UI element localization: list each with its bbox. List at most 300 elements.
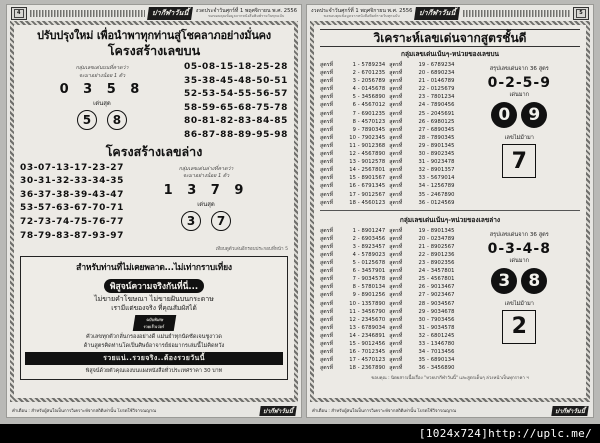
formula-row [389, 364, 454, 372]
right-footer-logo: ปากีฬาวันนี้ [551, 406, 588, 416]
formula-value: - 9034578 [356, 276, 386, 283]
formula-row [320, 243, 385, 251]
formula-value: - 6980125 [425, 118, 455, 125]
ad-footer-price: พิสูจน์ด้วยตัวคุณเองบนแผงหนังสือทั่วประเทศราคา 30 บาท [85, 367, 223, 374]
formula-index: 7 [352, 110, 356, 117]
formula-value: - 7012345 [356, 349, 386, 356]
formula-label: สูตรที่ [320, 159, 334, 166]
left-footer-warning: คำเตือน : สำหรับผู้สนใจเป็นการวิเคราะห์จากสถิติเท่านั้น โปรดใช้วิจารณญาณ [12, 409, 157, 414]
formula-index: 16 [349, 349, 356, 356]
formula-index: 29 [418, 308, 426, 315]
formula-row [389, 150, 454, 158]
formula-value: - 9023478 [425, 159, 455, 166]
upper-structure-block [20, 61, 288, 143]
formula-index: 36 [418, 365, 426, 372]
formula-value: - 6901235 [356, 110, 386, 117]
formula-value: - 4567801 [425, 276, 455, 283]
formula-row [320, 126, 385, 134]
formula-index: 14 [349, 332, 356, 339]
upper-number-row: 05-08-15-18-25-28 [183, 62, 288, 72]
upper-circle-digit: 8 [107, 110, 127, 130]
ad-body-line1: คัวเลขทุกตัวกลั่นกรองอย่างดี แม่นยำทุกนัดชัดเจนชูงาวด [86, 334, 222, 341]
formula-row [320, 158, 385, 166]
formula-index: 8 [352, 284, 356, 291]
upper-formula-section [320, 61, 580, 207]
formula-row [389, 316, 454, 324]
upper-play-label: เด่นสุด [93, 100, 111, 107]
formula-value: - 9012567 [356, 191, 386, 198]
formula-index: 5 [352, 260, 356, 267]
formula-row [389, 275, 454, 283]
formula-index: 35 [418, 357, 426, 364]
formula-row [389, 101, 454, 109]
lower-caption-line2: จะมาอย่างน้อย 1 ตัว [182, 173, 230, 180]
upper-single-caption: เลขไม่ม้ามา [504, 135, 534, 141]
formula-label: สูตรที่ [320, 175, 334, 182]
formula-label: สูตรที่ [389, 62, 403, 68]
formula-value: - 9034678 [425, 308, 455, 315]
ad-strip-slogan: รวยแน่..รวยจริง..ต้องรวยวันนี้ [25, 352, 283, 365]
formula-label: สูตรที่ [320, 70, 334, 77]
formula-row [389, 199, 454, 207]
formula-label: สูตรที่ [320, 284, 334, 291]
formula-label: สูตรที่ [389, 357, 403, 364]
formula-row [389, 142, 454, 150]
watermark-dimensions: [1024x724] [418, 427, 489, 440]
left-folio-number: 4 [14, 9, 24, 18]
formula-index: 27 [418, 126, 426, 133]
formula-index: 24 [418, 102, 426, 109]
formula-index: 6 [352, 102, 356, 109]
formula-row [320, 134, 385, 142]
lower-best-digit: 3 [491, 268, 517, 294]
formula-label: สูตรที่ [320, 78, 334, 85]
formula-index: 6 [352, 268, 356, 275]
formula-label: สูตรที่ [389, 260, 403, 267]
formula-row [320, 61, 385, 69]
formula-value: - 2367890 [356, 365, 386, 372]
formula-row [320, 259, 385, 267]
formula-index: 2 [352, 70, 356, 77]
right-page [306, 4, 594, 418]
formula-value: - 6789234 [425, 62, 455, 68]
formula-label: สูตรที่ [320, 102, 334, 109]
formula-value: - 5789023 [356, 251, 386, 258]
right-page-title: วิเคราะห์เลขเด่นจากสูตรชั้นดี [320, 29, 580, 47]
upper-key-digits: 0 3 5 8 [59, 82, 145, 97]
formula-row [389, 126, 454, 134]
formula-label: สูตรที่ [389, 199, 403, 206]
formula-row [320, 300, 385, 308]
formula-value: - 8923457 [356, 243, 386, 250]
formula-index: 20 [418, 70, 426, 77]
upper-best-caption: เด่นมาก [509, 92, 530, 98]
formula-label: สูตรที่ [320, 308, 334, 315]
formula-value: - 6903456 [356, 235, 386, 242]
formula-label: สูตรที่ [320, 199, 334, 206]
formula-index: 10 [349, 134, 356, 141]
formula-index: 30 [418, 316, 426, 323]
formula-row [320, 316, 385, 324]
left-page-frame [10, 21, 298, 402]
formula-index: 34 [418, 349, 426, 356]
upper-caption-line1: กลุ่มเลขเด่นบนที่คาดว่า [75, 65, 129, 71]
left-footer-logo: ปากีฬาวันนี้ [259, 406, 296, 416]
formula-value: - 9012456 [356, 341, 386, 347]
formula-value: - 5789234 [356, 62, 386, 68]
formula-label: สูตรที่ [389, 235, 403, 242]
formula-index: 22 [418, 86, 426, 93]
formula-row [320, 118, 385, 126]
formula-label: สูตรที่ [389, 159, 403, 166]
lower-best-caption: เด่นมาก [509, 257, 530, 264]
formula-label: สูตรที่ [320, 357, 334, 364]
ad-line1: สำหรับท่านที่ไม่เคยพลาด...ไม่เท่ากราบเที่ยง [76, 263, 232, 274]
formula-index: 26 [418, 284, 426, 291]
formula-index: 21 [418, 243, 426, 250]
formula-value: - 4570123 [356, 357, 386, 364]
lower-best-digit: 8 [521, 268, 547, 294]
formula-index: 18 [349, 199, 356, 206]
formula-index: 21 [418, 78, 426, 85]
formula-label: สูตรที่ [389, 308, 403, 315]
formula-row [320, 283, 385, 291]
formula-value: - 7902345 [356, 134, 386, 141]
formula-label: สูตรที่ [389, 292, 403, 299]
formula-label: สูตรที่ [389, 316, 403, 323]
formula-index: 36 [418, 199, 426, 206]
formula-value: - 2056789 [356, 78, 386, 85]
lower-structure-block [20, 162, 288, 244]
formula-value: - 3456790 [356, 308, 386, 315]
formula-label: สูตรที่ [389, 268, 403, 275]
formula-label: สูตรที่ [320, 243, 334, 250]
formula-label: สูตรที่ [389, 151, 403, 158]
upper-circle-group [20, 110, 184, 130]
right-page-footer [307, 404, 593, 417]
formula-row [320, 340, 385, 348]
formula-index: 1 [352, 62, 356, 68]
left-issue-date: งวดประจำวันศุกร์ที่ 1 พฤศจิกายน พ.ศ. 2556 [195, 8, 297, 14]
left-issue-credit: ขอขอบคุณข้อมูลจากหนังสือพิมพ์รายวันทุกฉบับ [208, 14, 285, 18]
upper-number-list [184, 61, 288, 143]
lower-formula-subtitle: กลุ่มเลขเด่นเน้นๆ-หน่วยของเลขล่าง [399, 215, 501, 224]
formula-label: สูตรที่ [389, 191, 403, 198]
formula-label: สูตรที่ [389, 94, 403, 101]
formula-index: 5 [352, 94, 356, 101]
right-page-frame [310, 21, 590, 402]
right-page-content [314, 25, 586, 398]
formula-row [389, 308, 454, 316]
formula-row [320, 251, 385, 259]
formula-row [320, 85, 385, 93]
formula-label: สูตรที่ [320, 349, 334, 356]
lower-result-panel [459, 227, 580, 373]
formula-value: - 8901567 [356, 175, 386, 182]
watermark-bar [0, 424, 600, 443]
formula-row [389, 340, 454, 348]
formula-index: 34 [418, 183, 426, 190]
formula-index: 25 [418, 110, 426, 117]
formula-row [320, 166, 385, 174]
right-masthead-logo: ปากีฬาวันนี้ [414, 7, 460, 20]
formula-row [320, 199, 385, 207]
formula-label: สูตรที่ [389, 110, 403, 117]
formula-value: - 5780134 [356, 284, 386, 291]
formula-index: 11 [349, 142, 356, 149]
right-divider [320, 210, 580, 211]
formula-value: - 6890345 [425, 126, 455, 133]
ad-brand-logo [132, 315, 175, 331]
formula-label: สูตรที่ [320, 235, 334, 242]
formula-value: - 2567801 [356, 167, 386, 174]
formula-index: 4 [352, 251, 356, 258]
lower-number-row: 72-73-74-75-76-77 [20, 216, 125, 227]
formula-value: - 7890345 [425, 134, 455, 141]
formula-value: - 2345670 [356, 316, 386, 323]
formula-value: - 8902345 [425, 151, 455, 158]
formula-index: 1 [352, 227, 356, 234]
formula-row [389, 356, 454, 364]
upper-result-panel [459, 61, 580, 207]
formula-value: - 2045691 [425, 110, 455, 117]
upper-circle-digit: 5 [77, 110, 97, 130]
formula-index: 20 [418, 235, 426, 242]
left-headline: ปรับปรุงใหม่ เพื่อนำพาทุกท่านสู่โชคลาภอย่างมั่นคง [37, 29, 271, 42]
formula-label: สูตรที่ [389, 167, 403, 174]
formula-label: สูตรที่ [320, 126, 334, 133]
lower-single-caption: เลขไม่ม้ามา [504, 300, 534, 307]
formula-index: 30 [418, 151, 426, 158]
upper-structure-title: โครงสร้างเลขบน [107, 43, 201, 58]
formula-row [320, 69, 385, 77]
formula-value: - 9012368 [356, 142, 386, 149]
formula-value: - 6701235 [356, 70, 386, 77]
right-footer-warning: คำเตือน : สำหรับผู้สนใจเป็นการวิเคราะห์จากสถิติเท่านั้น โปรดใช้วิจารณญาณ [312, 409, 457, 414]
watermark-url: http://uplc.me/ [488, 427, 592, 440]
formula-row [389, 227, 454, 235]
formula-row [320, 308, 385, 316]
formula-index: 23 [418, 260, 426, 267]
formula-value: - 4560123 [356, 199, 386, 206]
lower-single-box: 2 [502, 310, 536, 344]
formula-label: สูตรที่ [320, 332, 334, 339]
formula-label: สูตรที่ [389, 86, 403, 93]
left-issue-line [196, 8, 297, 18]
formula-label: สูตรที่ [320, 118, 334, 125]
formula-value: - 9012578 [356, 159, 386, 166]
formula-row [320, 150, 385, 158]
formula-value: - 3457901 [356, 268, 386, 275]
right-folio-number: 5 [576, 9, 586, 18]
formula-row [389, 174, 454, 182]
ad-line2-highlight: พิสูจน์ความจริงกันที่นี่... [104, 279, 204, 293]
left-folio [11, 7, 27, 20]
formula-row [320, 364, 385, 372]
formula-index: 23 [418, 94, 426, 101]
formula-label: สูตรที่ [320, 324, 334, 331]
lower-formula-col2 [389, 227, 454, 373]
ad-brand-sub: ฉบับพิเศษ [145, 317, 164, 323]
left-page-header [7, 5, 301, 21]
formula-value: - 4567012 [356, 102, 386, 109]
formula-row [320, 267, 385, 275]
formula-index: 2 [352, 235, 356, 242]
formula-label: สูตรที่ [389, 324, 403, 331]
upper-formula-subtitle: กลุ่มเลขเด่นเน้นๆ-หน่วยของเลขบน [401, 50, 499, 58]
lower-circle-digit: 7 [211, 211, 231, 231]
upper-highlight-box [20, 61, 184, 130]
formula-label: สูตรที่ [389, 276, 403, 283]
formula-row [389, 324, 454, 332]
upper-best-digit: 0 [491, 102, 517, 128]
formula-index: 13 [349, 159, 356, 166]
formula-label: สูตรที่ [320, 292, 334, 299]
formula-index: 12 [349, 151, 356, 158]
formula-value: - 6890234 [425, 70, 455, 77]
ad-brand-name: รวยเร็วเว่อร์ [142, 324, 165, 330]
upper-caption-line2: จะมาอย่างน้อย 1 ตัว [78, 72, 126, 79]
formula-index: 32 [418, 332, 426, 339]
right-header-rule [463, 10, 570, 17]
formula-value: - 0146789 [425, 78, 455, 85]
formula-row [389, 77, 454, 85]
formula-index: 9 [352, 126, 356, 133]
formula-label: สูตรที่ [320, 300, 334, 307]
formula-row [320, 324, 385, 332]
formula-label: สูตรที่ [389, 341, 403, 347]
formula-value: - 8902567 [425, 243, 455, 250]
formula-value: - 8901345 [425, 227, 455, 234]
formula-value: - 3456890 [425, 365, 455, 372]
formula-label: สูตรที่ [320, 62, 334, 68]
formula-label: สูตรที่ [320, 142, 334, 149]
formula-row [389, 348, 454, 356]
left-page-content [14, 25, 294, 398]
formula-row [320, 291, 385, 299]
formula-label: สูตรที่ [389, 332, 403, 339]
formula-index: 31 [418, 159, 426, 166]
formula-label: สูตรที่ [389, 175, 403, 182]
formula-index: 16 [349, 183, 356, 190]
formula-index: 33 [418, 341, 426, 347]
formula-row [389, 259, 454, 267]
formula-value: - 6791345 [356, 183, 386, 190]
ad-line3: ไม่ขายคำโฆษณา ไม่ขายฝันบนกระดาษ [94, 295, 214, 304]
upper-single-box: 7 [502, 144, 536, 178]
formula-index: 33 [418, 175, 426, 182]
formula-label: สูตรที่ [320, 94, 334, 101]
formula-value: - 0145678 [356, 86, 386, 93]
formula-row [389, 61, 454, 69]
lower-number-row: 03-07-13-17-23-27 [20, 162, 125, 173]
formula-value: - 1346780 [425, 341, 455, 347]
upper-number-row: 58-59-65-68-75-78 [183, 102, 288, 113]
formula-value: - 9013467 [425, 284, 455, 291]
lower-circle-group [124, 211, 288, 231]
lower-play-label: เด่นสุด [197, 200, 215, 208]
formula-value: - 8901247 [356, 227, 386, 234]
formula-row [320, 182, 385, 190]
formula-label: สูตรที่ [320, 316, 334, 323]
formula-label: สูตรที่ [389, 102, 403, 109]
formula-label: สูตรที่ [389, 134, 403, 141]
formula-index: 3 [352, 78, 356, 85]
lower-best-circles [459, 268, 580, 294]
formula-row [389, 291, 454, 299]
formula-value: - 2467890 [425, 191, 455, 198]
upper-number-row: 86-87-88-89-95-98 [183, 129, 288, 140]
right-issue-date: งวดประจำวันศุกร์ที่ 1 พฤศจิกายน พ.ศ. 2556 [311, 8, 413, 14]
formula-row [320, 332, 385, 340]
formula-label: สูตรที่ [389, 183, 403, 190]
left-header-rule [30, 10, 145, 17]
formula-row [320, 356, 385, 364]
formula-row [320, 235, 385, 243]
lower-number-row: 53-57-63-67-70-71 [20, 203, 125, 214]
upper-result-digits: 0-2-5-9 [487, 75, 551, 91]
formula-index: 25 [418, 276, 426, 283]
formula-index: 13 [349, 324, 356, 331]
right-issue-credit: ขอขอบคุณข้อมูลจากหนังสือพิมพ์รายวันทุกฉบับ [323, 14, 400, 18]
ad-body-line2: ด้านสูตรคิดท่านโดเป็นศิษย์อาจารย์ย่อมากรเล่มนี้ไม่คิดหวัง [83, 343, 225, 350]
formula-row [320, 101, 385, 109]
formula-value: - 9034567 [425, 300, 455, 307]
formula-row [389, 283, 454, 291]
formula-index: 7 [352, 276, 356, 283]
formula-index: 32 [418, 167, 426, 174]
formula-label: สูตรที่ [320, 191, 334, 198]
formula-label: สูตรที่ [389, 70, 403, 77]
formula-row [389, 267, 454, 275]
formula-label: สูตรที่ [389, 251, 403, 258]
formula-label: สูตรที่ [320, 341, 334, 347]
formula-label: สูตรที่ [389, 284, 403, 291]
lower-caption-line1: กลุ่มเลขเด่นล่างที่คาดว่า [178, 165, 234, 172]
advertisement-block[interactable] [20, 256, 288, 380]
lower-key-digits: 1 3 7 9 [163, 182, 249, 198]
formula-row [389, 332, 454, 340]
formula-label: สูตรที่ [320, 151, 334, 158]
formula-value: - 0234789 [425, 235, 455, 242]
upper-formula-col2 [389, 61, 454, 207]
formula-index: 26 [418, 118, 426, 125]
formula-row [389, 118, 454, 126]
formula-index: 12 [349, 316, 356, 323]
formula-label: สูตรที่ [389, 365, 403, 372]
formula-index: 17 [349, 191, 356, 198]
lower-result-caption: สรุปเลขเด่นจาก 36 สูตร [489, 231, 549, 238]
formula-label: สูตรที่ [389, 78, 403, 85]
formula-value: - 8901357 [425, 167, 455, 174]
formula-index: 28 [418, 300, 426, 307]
formula-value: - 3456890 [356, 94, 386, 101]
right-folio [573, 7, 589, 20]
formula-value: - 7890345 [356, 126, 386, 133]
formula-row [320, 93, 385, 101]
formula-value: - 6801245 [425, 332, 455, 339]
formula-label: สูตรที่ [320, 268, 334, 275]
formula-index: 19 [418, 227, 426, 234]
formula-value: - 9034578 [425, 324, 455, 331]
formula-value: - 4567890 [356, 151, 386, 158]
upper-number-row: 35-38-45-48-50-51 [183, 75, 288, 86]
upper-result-caption: สรุปเลขเด่นจาก 36 สูตร [489, 66, 549, 72]
formula-index: 11 [349, 308, 356, 315]
formula-label: สูตรที่ [389, 142, 403, 149]
formula-index: 35 [418, 191, 426, 198]
right-page-header [307, 5, 593, 21]
